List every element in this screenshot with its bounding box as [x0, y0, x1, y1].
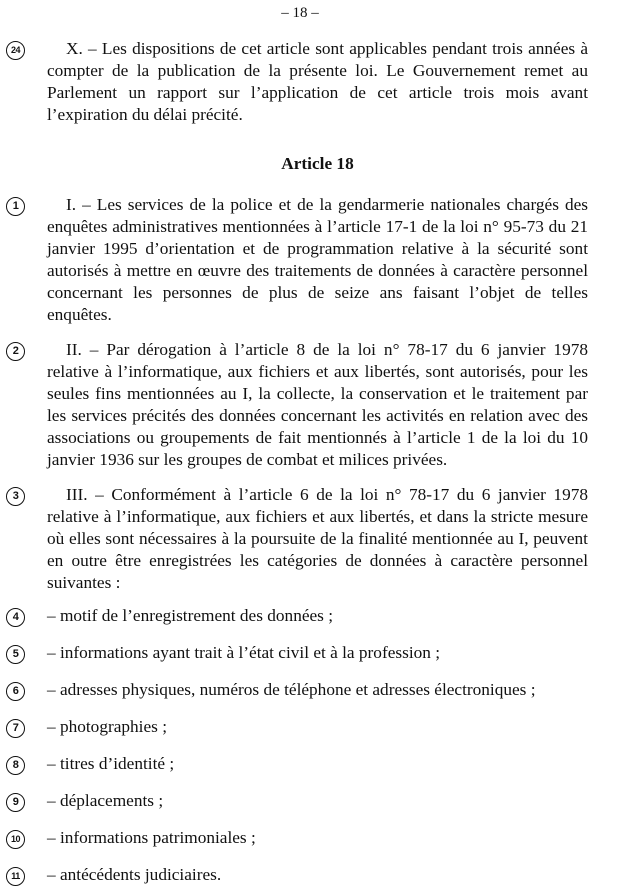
paragraph-marker-7: 7 — [6, 719, 25, 738]
list-item-text: – informations ayant trait à l’état civil et à la profession ; — [47, 643, 441, 662]
paragraph-text-1: I. – Les services de la police et de la gendarmerie nationales chargés des enquêtes administratives mentionnées à l’article 17-1 de la loi n° 95-73 du 21 janvier 1995 d’orientation et de programmation relative à la sécurité sont autorisés à mettre en œuvre des traitements de données à caractère personnel concernant les personnes de plus de seize ans faisant l’objet de telles enquêtes. — [47, 195, 588, 324]
paragraph-text — [47, 38, 588, 126]
paragraph-text-2: II. – Par dérogation à l’article 8 de la loi n° 78-17 du 6 janvier 1978 relative à l’informatique, aux fichiers et aux libertés, sont autorisés, pour les seules fins mentionnées au I, la collecte, la conservation et le traitement par les services précités des données concernant les activités en relation avec des associations ou groupements de fait mentionnés à l’article 1 de la loi du 10 janvier 1936 sur les groupes de combat et milices privées. — [47, 340, 588, 469]
paragraph-marker-24: 24 — [6, 41, 25, 60]
list-item-text: – déplacements ; — [47, 791, 164, 810]
paragraph-marker-11: 11 — [6, 867, 25, 886]
paragraph-marker-1: 1 — [6, 197, 25, 216]
paragraph-marker-2: 2 — [6, 342, 25, 361]
paragraph-marker-6: 6 — [6, 682, 25, 701]
paragraph-marker-9: 9 — [6, 793, 25, 812]
paragraph-marker-3: 3 — [6, 487, 25, 506]
list-item-text: – adresses physiques, numéros de téléphone et adresses électroniques ; — [47, 680, 536, 699]
list-item-text: – antécédents judiciaires. — [47, 865, 222, 884]
paragraph-marker-10: 10 — [6, 830, 25, 849]
paragraph-text-24: X. – Les dispositions de cet article sont applicables pendant trois années à compter de la publication de la présente loi. Le Gouvernement remet au Parlement un rapport sur l’application de cet article trois mois avant l’expiration du délai précité. — [47, 39, 588, 124]
paragraph-marker-4: 4 — [6, 608, 25, 627]
paragraph-marker-8: 8 — [6, 756, 25, 775]
paragraph-text — [47, 194, 588, 326]
list-item-text: – titres d’identité ; — [47, 754, 175, 773]
paragraph-text — [47, 339, 588, 471]
paragraph-marker-5: 5 — [6, 645, 25, 664]
paragraph-text-3: III. – Conformément à l’article 6 de la loi n° 78-17 du 6 janvier 1978 relative à l’informatique, aux fichiers et aux libertés, et dans la stricte mesure où elles sont nécessaires à la poursuite de la finalité mentionnée au I, peuvent en outre être enregistrées les catégories de données à caractère personnel suivantes : — [47, 485, 588, 592]
paragraph-text — [47, 484, 588, 594]
list-item-text: – informations patrimoniales ; — [47, 828, 256, 847]
list-item-text: – motif de l’enregistrement des données ; — [47, 606, 334, 625]
list-item-text: – photographies ; — [47, 717, 167, 736]
article-title: Article 18 — [281, 154, 354, 173]
page-number: – 18 – — [281, 5, 319, 21]
